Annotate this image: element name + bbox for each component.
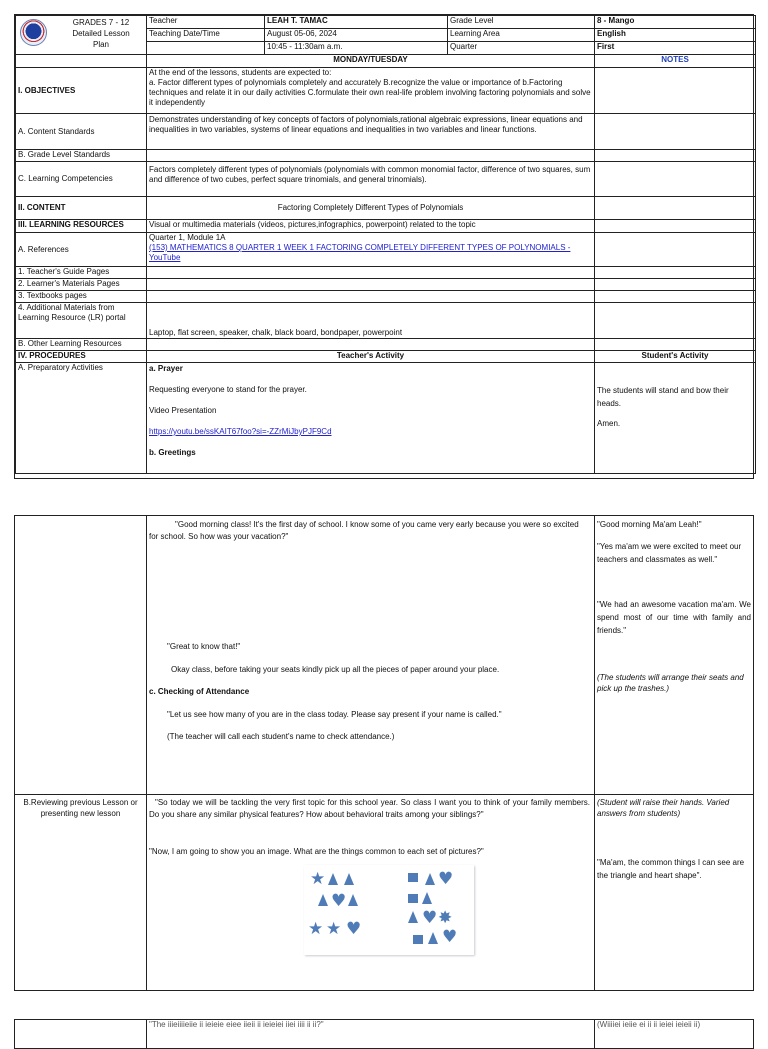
quarter-label: Quarter xyxy=(448,42,595,55)
star-icon: ★ xyxy=(310,869,326,889)
teaching-date-value: August 05-06, 2024 xyxy=(265,29,448,42)
lesson-plan-page-1 xyxy=(14,14,754,479)
additional-materials-text: Laptop, flat screen, speaker, chalk, black board, bondpaper, powerpoint xyxy=(147,303,595,339)
additional-materials-label: 4. Additional Materials from Learning Resource (LR) portal xyxy=(16,303,147,339)
triangle-icon xyxy=(428,932,438,944)
learning-resources-text: Visual or multimedia materials (videos, pictures,infographics, powerpoint) related to the topic xyxy=(147,220,595,233)
teacher-activity-cell xyxy=(147,363,595,474)
teachers-activity-label: Teacher's Activity xyxy=(147,351,595,363)
triangle-icon xyxy=(318,894,328,906)
content-text: Factoring Completely Different Types of Polynomials xyxy=(147,197,595,220)
learning-area-value: English xyxy=(595,29,756,42)
quarter-value: First xyxy=(595,42,756,55)
content-label: II. CONTENT xyxy=(16,197,147,220)
triangle-icon xyxy=(344,873,354,885)
triangle-icon xyxy=(348,894,358,906)
heart-icon: ♥ xyxy=(422,908,438,928)
heart-icon: ♥ xyxy=(442,927,458,947)
objectives-text: At the end of the lessons, students are expected to: a. Factor different types of polynomials completely and accurately B.recognize the value or importance of b.Factoring techniques and relate it in our daily activities C.formulate their own real-life problem involving factoring polynomials and solve it independently xyxy=(147,68,595,114)
content-standards-text: Demonstrates understanding of key concepts of factors of polynomials,rational algebraic expressions, linear equations and inequalities in two variables, systems of linear equations and inequalities in two variables and linear functions. xyxy=(147,114,595,150)
square-icon xyxy=(413,935,423,944)
square-icon xyxy=(408,894,418,903)
student-amen: Amen. xyxy=(597,419,621,428)
notes-label: NOTES xyxy=(595,55,756,68)
lesson-plan-table xyxy=(15,15,756,474)
procedures-label: IV. PROCEDURES xyxy=(16,351,147,363)
learners-materials-label: 2. Learner's Materials Pages xyxy=(16,279,147,291)
references-label: A. References xyxy=(16,233,147,267)
triangle-icon xyxy=(425,873,435,885)
students-activity-label: Student's Activity xyxy=(595,351,756,363)
grade-level-label: Grade Level xyxy=(448,16,595,29)
review-label: B.Reviewing previous Lesson or presenting new lesson xyxy=(23,798,138,818)
teacher-great: "Great to know that!" xyxy=(167,642,241,651)
grade-level-standards-label: B. Grade Level Standards xyxy=(16,150,147,162)
heart-icon: ♥ xyxy=(331,891,347,911)
teacher-name: LEAH T. TAMAC xyxy=(265,16,448,29)
video-label: Video Presentation xyxy=(149,406,217,415)
attendance-text: "Let us see how many of you are in the class today. Please say present if your name is called." xyxy=(167,710,502,719)
square-icon xyxy=(408,873,418,882)
student-gm: "Good morning Ma'am Leah!" xyxy=(597,520,702,529)
heart-icon: ♥ xyxy=(438,869,454,889)
image-prompt: "Now, I am going to show you an image. What are the things common to each set of pictures?" xyxy=(149,847,484,856)
student-prayer: The students will stand and bow their heads. xyxy=(597,386,729,408)
page3-student-text: (Wiiiiei ieiie ei ii ii ieiei ieieii ii) xyxy=(597,1020,701,1029)
references-text: Quarter 1, Module 1A xyxy=(149,233,226,242)
heart-icon: ♥ xyxy=(346,919,362,939)
page3-teacher-text: "The iiieiiiieiie ii ieieie eiee iieii ii ieieiei iiei iiii ii ii?" xyxy=(149,1020,324,1029)
greetings-heading: b. Greetings xyxy=(149,448,196,457)
shapes-picture xyxy=(304,865,474,955)
student-common: "Ma'am, the common things I can see are the triangle and heart shape". xyxy=(597,858,745,880)
learning-competencies-label: C. Learning Competencies xyxy=(16,162,147,197)
video-link[interactable]: https://youtu.be/ssKAIT67foo?si=-ZZrMiJbyPJF9Cd xyxy=(149,427,332,436)
review-text: "So today we will be tackling the very first topic for this school year. So class I want you to think of your family members. Do you share any similar physical features? How about behavioral traits among your siblings?" xyxy=(149,798,590,819)
teacher-greeting: "Good morning class! It's the first day of school. I know some of you came very early because you were so excited for school. So how was your vacation?" xyxy=(149,520,579,541)
attendance-note: (The teacher will call each student's name to check attendance.) xyxy=(167,732,395,741)
teachers-guide-label: 1. Teacher's Guide Pages xyxy=(16,267,147,279)
teacher-label: Teacher xyxy=(147,16,265,29)
teaching-date-label: Teaching Date/Time xyxy=(147,29,265,42)
student-activity-cell xyxy=(595,363,756,474)
triangle-icon xyxy=(328,873,338,885)
student-yes: "Yes ma'am we were excited to meet our teachers and classmates as well." xyxy=(597,542,742,564)
textbooks-label: 3. Textbooks pages xyxy=(16,291,147,303)
school-header-cell xyxy=(16,16,147,55)
burst-icon: ✸ xyxy=(438,908,453,928)
triangle-icon xyxy=(408,911,418,923)
grade-level-value: 8 - Mango xyxy=(595,16,756,29)
school-header-text: GRADES 7 - 12 Detailed Lesson Plan xyxy=(72,18,130,49)
attendance-heading: c. Checking of Attendance xyxy=(149,687,250,696)
objectives-label: I. OBJECTIVES xyxy=(16,68,147,114)
content-standards-label: A. Content Standards xyxy=(16,114,147,150)
learning-area-label: Learning Area xyxy=(448,29,595,42)
preparatory-label: A. Preparatory Activities xyxy=(16,363,147,474)
deped-seal-icon xyxy=(20,19,47,46)
prayer-heading: a. Prayer xyxy=(149,364,183,373)
prayer-text: Requesting everyone to stand for the prayer. xyxy=(149,385,307,394)
learning-competencies-text: Factors completely different types of polynomials (polynomials with common monomial factor, difference of two squares, sum and difference of two cubes, perfect square trinomials, and general trinomials). xyxy=(147,162,595,197)
student-arrange: (The students will arrange their seats and pick up the trashes.) xyxy=(597,673,744,693)
other-resources-label: B. Other Learning Resources xyxy=(16,339,147,351)
day-label: MONDAY/TUESDAY xyxy=(147,55,595,68)
student-raise: (Student will raise their hands. Varied answers from students) xyxy=(597,798,730,818)
learning-resources-label: III. LEARNING RESOURCES xyxy=(16,220,147,233)
star-icon: ★ xyxy=(326,919,342,939)
lesson-plan-page-2 xyxy=(14,515,754,991)
star-icon: ★ xyxy=(308,919,324,939)
references-link[interactable]: (153) MATHEMATICS 8 QUARTER 1 WEEK 1 FACTORING COMPLETELY DIFFERENT TYPES OF POLYNOMIALS - YouTube xyxy=(149,243,571,262)
student-vacation: "We had an awesome vacation ma'am. We spend most of our time with family and friends." xyxy=(597,600,751,635)
teacher-okay: Okay class, before taking your seats kindly pick up all the pieces of paper around your place. xyxy=(171,665,500,674)
teaching-time-value: 10:45 - 11:30am a.m. xyxy=(265,42,448,55)
triangle-icon xyxy=(422,892,432,904)
